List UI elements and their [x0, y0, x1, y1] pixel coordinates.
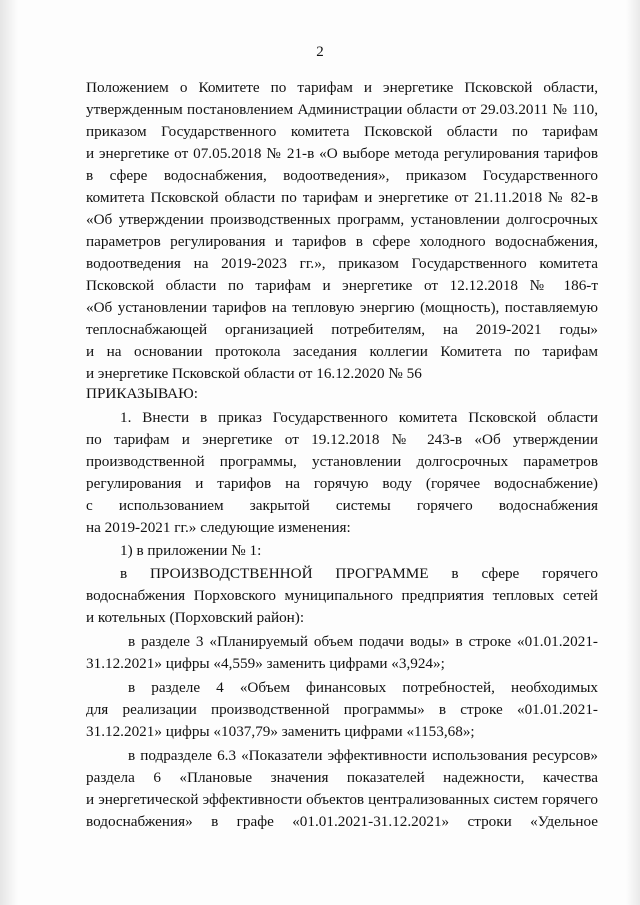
text-line: в сфере водоснабжения, водоотведения», приказом Государственного	[86, 167, 598, 184]
order-heading: ПРИКАЗЫВАЮ:	[86, 385, 198, 402]
paragraph-first-line: 1. Внести в приказ Государственного комитета Псковской области	[120, 409, 598, 426]
text-line: водоснабжения Порховского муниципального предприятия тепловых сетей	[86, 587, 598, 604]
text-line: производственной программы, установлении долгосрочных параметров	[86, 453, 598, 470]
text-line: по тарифам и энергетике от 19.12.2018 № 243-в «Об утверждении	[86, 431, 598, 448]
text-line: и котельных (Порховский район):	[86, 609, 305, 626]
text-line: 31.12.2021» цифры «1037,79» заменить цифрами «1153,68»;	[86, 723, 475, 740]
paragraph-first-line: в разделе 3 «Планируемый объем подачи воды» в строке «01.01.2021-	[128, 633, 598, 650]
scan-edge-right	[626, 0, 640, 905]
text-line: и энергетической эффективности объектов централизованных систем горячего	[86, 791, 598, 808]
text-line: Положением о Комитете по тарифам и энергетике Псковской области,	[86, 79, 598, 96]
text-line: водоотведения на 2019-2023 гг.», приказом Государственного комитета	[86, 255, 598, 272]
text-line: и энергетике от 07.05.2018 № 21-в «О выборе метода регулирования тарифов	[86, 145, 598, 162]
text-line: и на основании протокола заседания коллегии Комитета по тарифам	[86, 343, 598, 360]
paragraph-first-line: 1) в приложении № 1:	[120, 542, 262, 559]
paragraph-first-line: в подразделе 6.3 «Показатели эффективности использования ресурсов»	[128, 747, 598, 764]
text-line: «Об утверждении производственных программ, установлении долгосрочных	[86, 211, 598, 228]
text-line: для реализации производственной программы» в строке «01.01.2021-	[86, 701, 598, 718]
paragraph-first-line: в ПРОИЗВОДСТВЕННОЙ ПРОГРАММЕ в сфере горячего	[120, 565, 598, 582]
text-line: и энергетике Псковской области от 16.12.2020 № 56	[86, 365, 422, 382]
text-line: параметров регулирования и тарифов в сфере холодного водоснабжения,	[86, 233, 598, 250]
scan-edge-left	[0, 0, 18, 905]
text-line: утвержденным постановлением Администрации области от 29.03.2011 № 110,	[86, 101, 598, 118]
page-number: 2	[316, 44, 324, 60]
text-line: «Об установлении тарифов на тепловую энергию (мощность), поставляемую	[86, 299, 598, 316]
text-line: 31.12.2021» цифры «4,559» заменить цифрами «3,924»;	[86, 655, 445, 672]
text-line: комитета Псковской области по тарифам и энергетике от 21.11.2018 № 82-в	[86, 189, 598, 206]
paragraph-first-line: в разделе 4 «Объем финансовых потребностей, необходимых	[128, 679, 598, 696]
text-line: теплоснабжающей организацией потребителям, на 2019-2021 годы»	[86, 321, 598, 338]
text-line: водоснабжения» в графе «01.01.2021-31.12.2021» строки «Удельное	[86, 813, 598, 830]
text-line: Псковской области по тарифам и энергетике от 12.12.2018 № 186-т	[86, 277, 598, 294]
text-line: регулирования и тарифов на горячую воду (горячее водоснабжение)	[86, 475, 598, 492]
text-line: приказом Государственного комитета Псковской области по тарифам	[86, 123, 598, 140]
text-line: раздела 6 «Плановые значения показателей надежности, качества	[86, 769, 598, 786]
text-line: на 2019-2021 гг.» следующие изменения:	[86, 519, 351, 536]
text-line: с использованием закрытой системы горячего водоснабжения	[86, 497, 598, 514]
